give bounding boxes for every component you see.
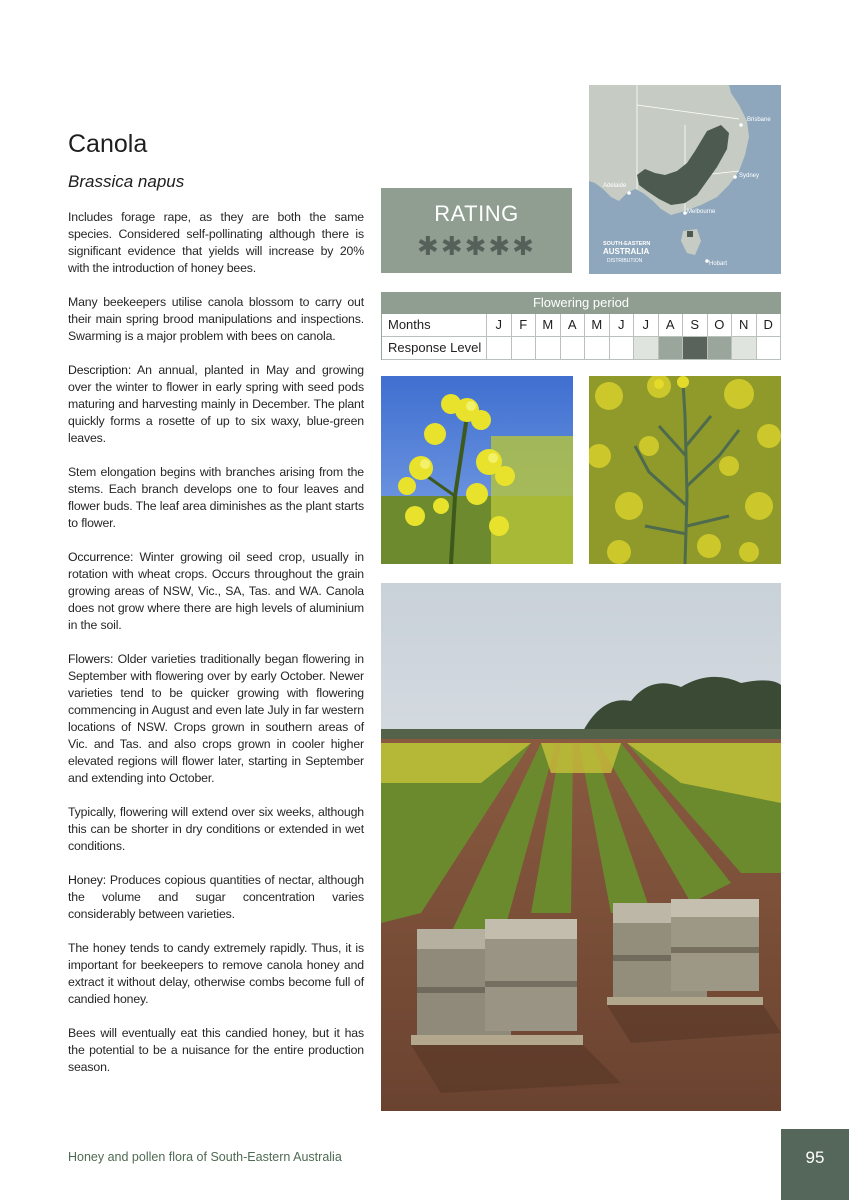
paragraph-text: An annual, planted in May and growing over the winter to flower in early spring with seed pods maturing and harvesting mainly in December. The plant quickly forms a rosette of up to six waxy, blue-green leaves. [68, 363, 364, 445]
map-region-line1: SOUTH-EASTERN [603, 241, 651, 247]
paragraph-text: Bees will eventually eat this candied honey, but it has the potential to be a nuisance for the entire production season. [68, 1026, 364, 1074]
body-paragraph [68, 872, 364, 923]
body-paragraph [68, 1025, 364, 1076]
month-cell: A [659, 314, 684, 337]
paragraph-text: Produces copious quantities of nectar, although the volume and sugar concentration varies considerably between varieties. [68, 873, 364, 921]
footer-text: Honey and pollen flora of South-Eastern Australia [68, 1150, 342, 1164]
paragraph-text: Stem elongation begins with branches arising from the stems. Each branch develops one to four leaves and flower buds. The leaf area diminishes as the plant starts to flower. [68, 465, 364, 530]
map-label-hobart: Hobart [709, 261, 728, 267]
month-cell: N [732, 314, 757, 337]
canola-field-with-beehives-photo [381, 583, 781, 1111]
canola-pods-photo [589, 376, 781, 564]
month-cell: M [585, 314, 610, 337]
response-level-cell [610, 337, 635, 360]
response-level-cell [512, 337, 537, 360]
paragraph-text: Many beekeepers utilise canola blossom to carry out their main spring brood manipulations and inspections. Swarming is a major problem with bees on canola. [68, 295, 364, 343]
distribution-map [589, 85, 781, 274]
paragraph-text: Older varieties traditionally began flowering in September with flowering over by early October. Newer varieties tend to be quicker growing with flowering commencing in August and even late July in far western locations of NSW. Crops grown in southern areas of Vic. and Tas. and also crops grown in cooler higher elevated regions will flower later, starting in September and extending into October. [68, 652, 364, 785]
month-cell: O [708, 314, 733, 337]
month-cell: A [561, 314, 586, 337]
map-label-brisbane: Brisbane [747, 117, 771, 123]
body-paragraph [68, 294, 364, 345]
months-row [381, 314, 781, 337]
body-paragraph [68, 209, 364, 277]
body-paragraph [68, 464, 364, 532]
month-cell: D [757, 314, 782, 337]
body-paragraph [68, 651, 364, 787]
flowering-period-header: Flowering period [381, 292, 781, 314]
response-level-cell [634, 337, 659, 360]
response-level-cell [487, 337, 512, 360]
body-paragraph [68, 549, 364, 634]
rating-box [381, 188, 572, 273]
response-level-label: Response Level [382, 337, 487, 360]
response-level-cell [536, 337, 561, 360]
map-label-sydney: Sydney [739, 173, 760, 179]
response-level-row [381, 337, 781, 360]
map-label-melbourne: Melbourne [687, 209, 716, 215]
paragraph-lead: Honey: [68, 873, 107, 887]
response-level-cell [659, 337, 684, 360]
scientific-name: Brassica napus [68, 172, 185, 191]
month-cell: J [634, 314, 659, 337]
page-title: Canola [68, 130, 148, 158]
response-level-cell [585, 337, 610, 360]
paragraph-text: Typically, flowering will extend over six weeks, although this can be shorter in dry conditions or extended in wet conditions. [68, 805, 364, 853]
page-number: 95 [781, 1129, 849, 1200]
response-level-cell [757, 337, 782, 360]
response-level-cell [683, 337, 708, 360]
month-cell: F [512, 314, 537, 337]
beehives-right [607, 899, 763, 1005]
paragraph-lead: Occurrence: [68, 550, 134, 564]
response-level-cell [732, 337, 757, 360]
paragraph-text: Winter growing oil seed crop, usually in rotation with wheat crops. Occurs throughout the grain growing areas of NSW, Vic., SA, Tas. and WA. Canola does not grow where there are high levels of aluminium in the soil. [68, 550, 364, 632]
response-level-cell [708, 337, 733, 360]
months-label: Months [382, 314, 487, 337]
map-label-adelaide: Adelaide [603, 183, 627, 189]
beehives-left [411, 919, 583, 1045]
body-paragraph [68, 362, 364, 447]
month-cell: J [610, 314, 635, 337]
rating-stars: ✱✱✱✱✱ [417, 231, 536, 261]
canola-flower-photo [381, 376, 573, 564]
month-cell: S [683, 314, 708, 337]
body-text [68, 209, 364, 1093]
response-level-cell [561, 337, 586, 360]
body-paragraph [68, 804, 364, 855]
body-paragraph [68, 940, 364, 1008]
paragraph-text: The honey tends to candy extremely rapidly. Thus, it is important for beekeepers to remove canola honey and extract it without delay, otherwise combs become full of candied honey. [68, 941, 364, 1006]
month-cell: J [487, 314, 512, 337]
flowering-period-table [381, 292, 781, 360]
paragraph-lead: Description: [68, 363, 132, 377]
map-region-line2: AUSTRALIA [603, 247, 650, 256]
paragraph-text: Includes forage rape, as they are both the same species. Considered self-pollinating although there is significant evidence that yields will increase by 20% with the introduction of honey bees. [68, 210, 364, 275]
rating-label: RATING [434, 201, 519, 226]
map-region-line3: DISTRIBUTION [607, 258, 643, 264]
paragraph-lead: Flowers: [68, 652, 114, 666]
month-cell: M [536, 314, 561, 337]
